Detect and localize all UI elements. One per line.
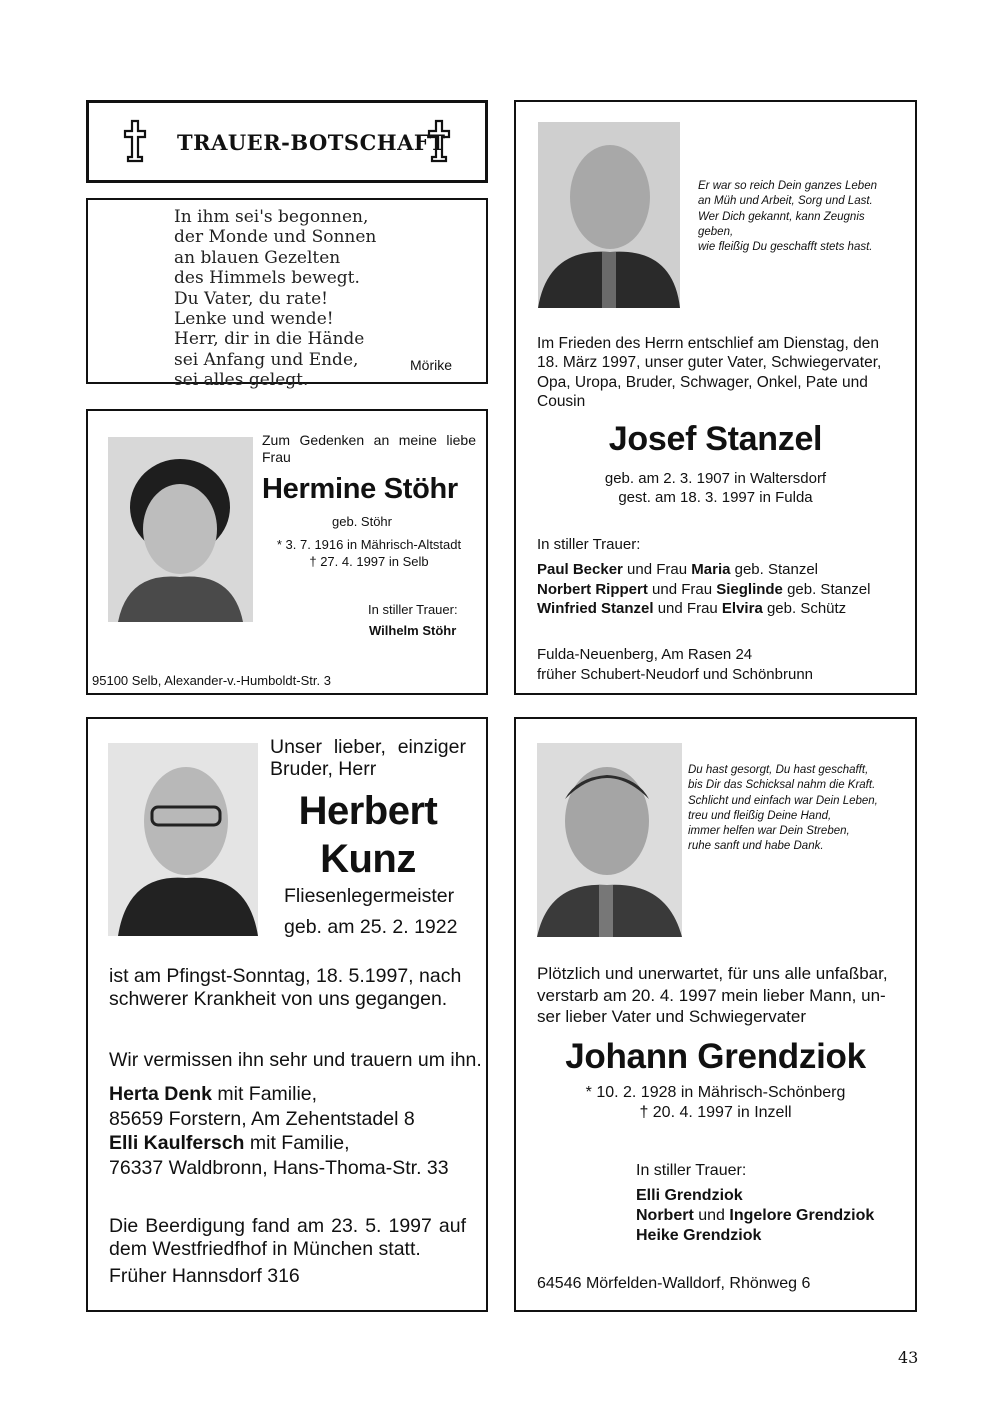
intro-text <box>537 963 888 1028</box>
poem-line: des Himmels bewegt. <box>174 268 360 289</box>
text-line: Die Beerdigung fand am 23. 5. 1997 auf <box>109 1215 466 1237</box>
intro-line: verstarb am 20. 4. 1997 mein lieber Mann, un- <box>537 985 886 1005</box>
deceased-name: Josef Stanzel <box>608 420 823 458</box>
poem-line: sei Anfang und Ende, <box>174 349 359 370</box>
verse-line: Er war so reich Dein ganzes Leben <box>698 180 877 192</box>
poem-line: Herr, dir in die Hände <box>174 329 365 350</box>
cross-icon <box>123 119 147 163</box>
birth-info: * 3. 7. 1916 in Mährisch-Altstadt <box>276 537 462 552</box>
address: Fulda-Neuenberg, Am Rasen 24 <box>537 646 753 663</box>
birth-info: geb. am 25. 2. 1922 <box>284 916 458 938</box>
death-text <box>109 965 461 1012</box>
mourning-label: In stiller Trauer: <box>537 536 641 553</box>
header-title: TRAUER-BOTSCHAFT <box>177 130 446 155</box>
header-box <box>86 100 488 183</box>
verse-line: treu und fleißig Deine Hand, <box>688 809 832 822</box>
page-number: 43 <box>898 1348 919 1367</box>
former-residence: Früher Hannsdorf 316 <box>109 1265 300 1287</box>
obituary-stoehr <box>86 409 488 695</box>
mourner-line: Paul Becker und Frau Maria geb. Stanzel <box>537 561 819 578</box>
mourners <box>537 560 870 619</box>
portrait-photo <box>537 743 682 937</box>
deceased-name: Johann Grendziok <box>565 1037 866 1076</box>
intro-line: Cousin <box>537 393 586 411</box>
poem-text <box>174 207 376 391</box>
death-info: † 20. 4. 1997 in Inzell <box>639 1104 792 1121</box>
verse-line: Schlicht und einfach war Dein Leben, <box>688 794 878 807</box>
portrait-photo <box>108 437 253 622</box>
deceased-first-name: Herbert <box>298 789 438 833</box>
birth-info: geb. am 2. 3. 1907 in Waltersdorf <box>604 470 827 487</box>
text-line: schwerer Krankheit von uns gegangen. <box>109 988 448 1011</box>
verse-line: geben, <box>698 225 734 238</box>
mourner-address: 76337 Waldbronn, Hans-Thoma-Str. 33 <box>109 1156 449 1179</box>
mourner-line: Heike Grendziok <box>636 1226 762 1244</box>
verse-line: bis Dir das Schicksal nahm die Kraft. <box>688 779 876 792</box>
mourners <box>636 1186 874 1245</box>
intro-text: Unser lieber, einziger <box>270 736 466 758</box>
verse-line: ruhe sanft und habe Dank. <box>688 840 824 853</box>
mourner-line: Herta Denk mit Familie, <box>109 1083 318 1105</box>
poem-box <box>86 198 488 391</box>
address: 64546 Mörfelden-Walldorf, Rhönweg 6 <box>537 1275 811 1292</box>
poem-line: an blauen Gezelten <box>174 247 341 268</box>
mourner-line: Elli Kaulfersch mit Familie, <box>109 1132 350 1155</box>
verse-line: immer helfen war Dein Streben, <box>688 825 850 838</box>
intro-line: 18. März 1997, unser guter Vater, Schwiegervater, <box>537 354 882 372</box>
obituary-grendziok <box>514 717 917 1312</box>
poem-line: In ihm sei's begonnen, <box>174 207 369 227</box>
birth-info: * 10. 2. 1928 in Mährisch-Schönberg <box>585 1084 846 1101</box>
death-info: gest. am 18. 3. 1997 in Fulda <box>618 489 813 506</box>
verse-line: an Müh und Arbeit, Sorg und Last. <box>698 195 873 208</box>
intro-text: Bruder, Herr <box>270 758 377 780</box>
intro-line: Opa, Uropa, Bruder, Schwager, Onkel, Pate und <box>537 373 868 391</box>
mourner-line: Norbert und Ingelore Grendziok <box>636 1206 875 1224</box>
deceased-name: Hermine Stöhr <box>262 473 458 505</box>
verse-line: wie fleißig Du geschafft stets hast. <box>698 241 873 254</box>
mourning-label: In stiller Trauer: <box>636 1162 747 1179</box>
poem-author: Mörike <box>410 357 453 373</box>
verse <box>698 179 877 255</box>
intro-line: ser lieber Vater und Schwiegervater <box>537 1007 806 1026</box>
intro-text: Zum Gedenken an meine liebe Frau <box>262 432 476 465</box>
text-line: dem Westfriedfhof in München statt. <box>109 1238 421 1261</box>
cross-icon <box>427 119 451 163</box>
born-name: geb. Stöhr <box>332 514 392 529</box>
address: früher Schubert-Neudorf und Schönbrunn <box>537 666 814 683</box>
text-line: ist am Pfingst-Sonntag, 18. 5.1997, nach <box>109 965 462 987</box>
address: 95100 Selb, Alexander-v.-Humboldt-Str. 3 <box>92 673 331 688</box>
poem-line: Lenke und wende! <box>174 309 334 330</box>
mourner-address: 85659 Forstern, Am Zehentstadel 8 <box>109 1107 415 1130</box>
intro-line: Im Frieden des Herrn entschlief am Dienstag, den <box>537 335 880 352</box>
mourner-line: Norbert Rippert und Frau Sieglinde geb. Stanzel <box>537 580 871 598</box>
mourning-label: In stiller Trauer: <box>368 602 458 617</box>
verse-line: Wer Dich gekannt, kann Zeugnis <box>698 210 865 223</box>
verse <box>688 763 878 855</box>
mourner-name: Wilhelm Stöhr <box>369 623 457 638</box>
intro-text <box>537 334 881 412</box>
profession: Fliesenlegermeister <box>284 885 455 907</box>
mourner-line: Winfried Stanzel und Frau Elvira geb. Schütz <box>537 600 847 618</box>
mourners <box>109 1082 449 1180</box>
obituary-kunz <box>86 717 488 1312</box>
mourner-line: Elli Grendziok <box>636 1187 743 1204</box>
funeral-text <box>109 1215 466 1262</box>
obituary-stanzel <box>514 100 917 695</box>
miss-text: Wir vermissen ihn sehr und trauern um ihn. <box>109 1049 482 1071</box>
portrait-photo <box>108 743 258 936</box>
verse-line: Du hast gesorgt, Du hast geschafft, <box>688 764 869 776</box>
poem-line: sei alles gelegt. <box>174 370 309 391</box>
death-info: † 27. 4. 1997 in Selb <box>309 554 429 569</box>
poem-line: der Monde und Sonnen <box>174 227 377 248</box>
intro-line: Plötzlich und unerwartet, für uns alle unfaßbar, <box>537 964 888 983</box>
portrait-photo <box>538 122 680 308</box>
poem-line: Du Vater, du rate! <box>174 288 329 309</box>
deceased-last-name: Kunz <box>320 837 416 881</box>
